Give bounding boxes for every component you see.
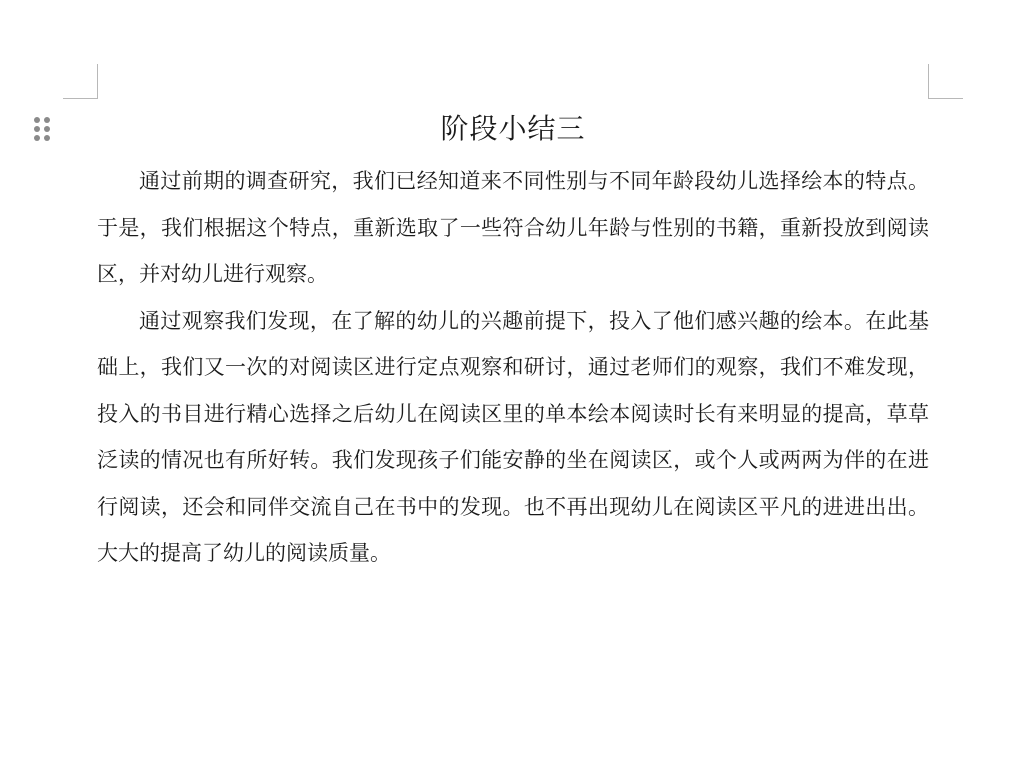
document-body[interactable] xyxy=(97,104,929,577)
drag-handle-dot xyxy=(34,135,40,141)
top-right-margin-marker xyxy=(928,64,963,99)
drag-handle-dot xyxy=(34,126,40,132)
paragraph-2[interactable]: 通过观察我们发现，在了解的幼儿的兴趣前提下，投入了他们感兴趣的绘本。在此基础上，我们又一次的对阅读区进行定点观察和研讨，通过老师们的观察，我们不难发现，投入的书目进行精心选择之后幼儿在阅读区里的单本绘本阅读时长有来明显的提高，草草泛读的情况也有所好转。我们发现孩子们能安静的坐在阅读区，或个人或两两为伴的在进行阅读，还会和同伴交流自己在书中的发现。也不再出现幼儿在阅读区平凡的进进出出。大大的提高了幼儿的阅读质量。 xyxy=(97,308,929,565)
drag-handle-dot xyxy=(44,135,50,141)
document-title[interactable]: 阶段小结三 xyxy=(440,112,586,145)
drag-handle-dot xyxy=(34,117,40,123)
drag-handle-dot xyxy=(44,126,50,132)
paragraph-1[interactable]: 通过前期的调查研究，我们已经知道来不同性别与不同年龄段幼儿选择绘本的特点。于是，我们根据这个特点，重新选取了一些符合幼儿年龄与性别的书籍，重新投放到阅读区，并对幼儿进行观察。 xyxy=(97,169,929,286)
top-left-margin-marker xyxy=(63,64,98,99)
drag-handle-icon[interactable] xyxy=(34,117,50,141)
drag-handle-dot xyxy=(44,117,50,123)
